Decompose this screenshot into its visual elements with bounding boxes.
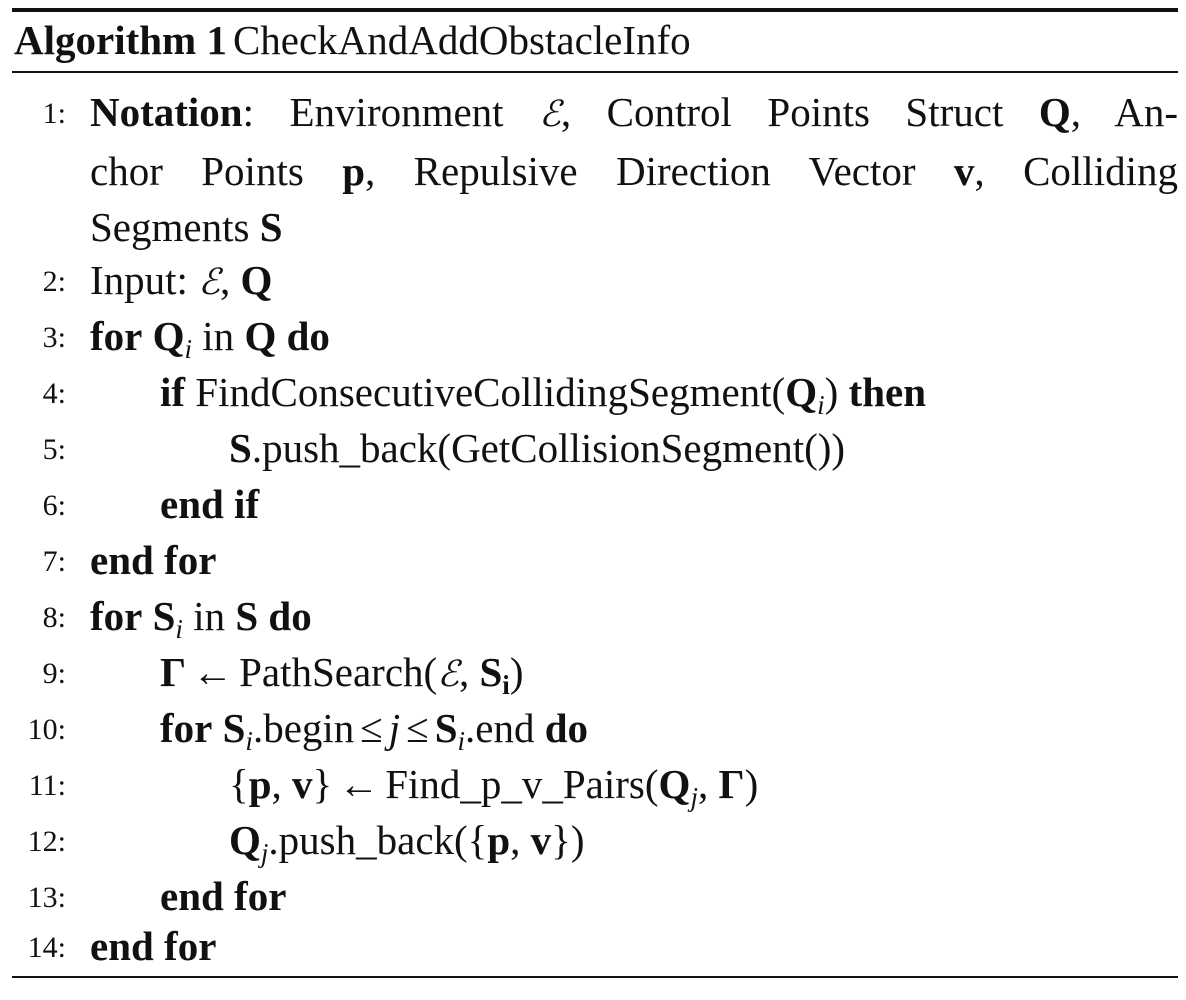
environment-symbol: ℰ xyxy=(198,262,220,303)
line-number: 6: xyxy=(42,489,66,522)
algorithm-line-8 xyxy=(0,588,1186,644)
line-number: 12: xyxy=(27,825,66,858)
algorithm-caption xyxy=(14,14,691,66)
repulsive-vector-symbol: v xyxy=(953,148,975,194)
line-number: 5: xyxy=(42,433,66,466)
line-code: S.push_back(GetCollisionSegment()) xyxy=(229,425,846,471)
environment-symbol: ℰ xyxy=(539,94,561,135)
algorithm-line-14 xyxy=(0,918,1186,974)
keyword-for: for xyxy=(90,593,143,639)
top-rule xyxy=(12,8,1178,12)
algorithm-line-9 xyxy=(0,644,1186,700)
line-number: 3: xyxy=(42,321,66,354)
notation-row-2: chor Points p, Repulsive Direction Vector v, Colliding xyxy=(90,148,1178,194)
keyword-end-for: end for xyxy=(160,873,287,919)
line-code: {p, v} ← $Find\_p\_v\_Pairs(Q_j$, Γ) xyxy=(229,761,759,812)
control-points-symbol: Q xyxy=(1038,89,1071,135)
line-number: 10: xyxy=(27,713,66,746)
algorithm-label: Algorithm 1 xyxy=(14,17,227,63)
line-code xyxy=(90,532,216,588)
algorithm-line-11 xyxy=(0,756,1186,812)
line-code: Input: ℰ, Q xyxy=(90,257,273,303)
algorithm-line-5 xyxy=(0,420,1186,476)
algorithm-line-10 xyxy=(0,700,1186,756)
line-number: 1: xyxy=(42,97,66,130)
keyword-do: do xyxy=(286,313,330,359)
line-number: 14: xyxy=(27,931,66,964)
algorithm-line-2 xyxy=(0,252,1186,308)
keyword-for: for xyxy=(90,313,143,359)
gamma-symbol: Γ xyxy=(718,761,745,807)
keyword-do: do xyxy=(268,593,312,639)
line-code xyxy=(160,476,259,532)
keyword-end-if: end if xyxy=(160,481,260,527)
segments-symbol: S xyxy=(259,204,283,250)
algorithm-line-7 xyxy=(0,532,1186,588)
line-number: 11: xyxy=(28,769,66,802)
assign-arrow: ← xyxy=(192,649,234,695)
notation-row-3: Segments S xyxy=(90,204,283,250)
line-code: for $Q_i$ in Q do xyxy=(90,313,330,364)
line-code xyxy=(90,918,216,974)
algorithm-line-1 xyxy=(90,84,1178,255)
keyword-if: if xyxy=(160,369,186,415)
keyword-for: for xyxy=(160,705,213,751)
line-code: for $S_i.begin \le j \le S_i.end$ do xyxy=(160,705,589,756)
algorithm-line-12 xyxy=(0,812,1186,868)
bottom-rule xyxy=(12,976,1178,978)
line-number: 4: xyxy=(42,377,66,410)
line-code: Γ ← PathSearch(ℰ, $S_i$) xyxy=(160,649,524,700)
keyword-do: do xyxy=(544,705,589,751)
environment-symbol: ℰ xyxy=(437,654,459,695)
line-code: for $S_i$ in S do xyxy=(90,593,312,644)
line-number: 13: xyxy=(27,881,66,914)
assign-arrow: ← xyxy=(338,761,380,807)
algorithm-line-3 xyxy=(0,308,1186,364)
algorithm-line-6 xyxy=(0,476,1186,532)
keyword-then: then xyxy=(848,369,927,415)
line-code: if $FindConsecutiveCollidingSegment(Q_i)$ then xyxy=(160,369,927,420)
line-number: 8: xyxy=(42,601,66,634)
line-code xyxy=(160,868,286,924)
line-code: $Q_j.push\_back(\{p$, v}) xyxy=(229,817,585,868)
algorithm-name: CheckAndAddObstacleInfo xyxy=(232,17,691,63)
keyword-end-for: end for xyxy=(90,923,217,969)
algorithm-line-13 xyxy=(0,868,1186,924)
line-number: 2: xyxy=(42,265,66,298)
gamma-symbol: Γ xyxy=(160,649,187,695)
keyword-notation: Notation xyxy=(90,89,243,135)
line-number: 7: xyxy=(42,545,66,578)
control-points-symbol: Q xyxy=(240,257,273,303)
caption-rule xyxy=(12,71,1178,73)
anchor-points-symbol: p xyxy=(342,148,365,194)
line-number: 9: xyxy=(42,657,66,690)
keyword-end-for: end for xyxy=(90,537,217,583)
notation-row-1: Notation: Environment ℰ, Control Points Struct Q, An- xyxy=(90,89,1179,135)
algorithm-line-4 xyxy=(0,364,1186,420)
